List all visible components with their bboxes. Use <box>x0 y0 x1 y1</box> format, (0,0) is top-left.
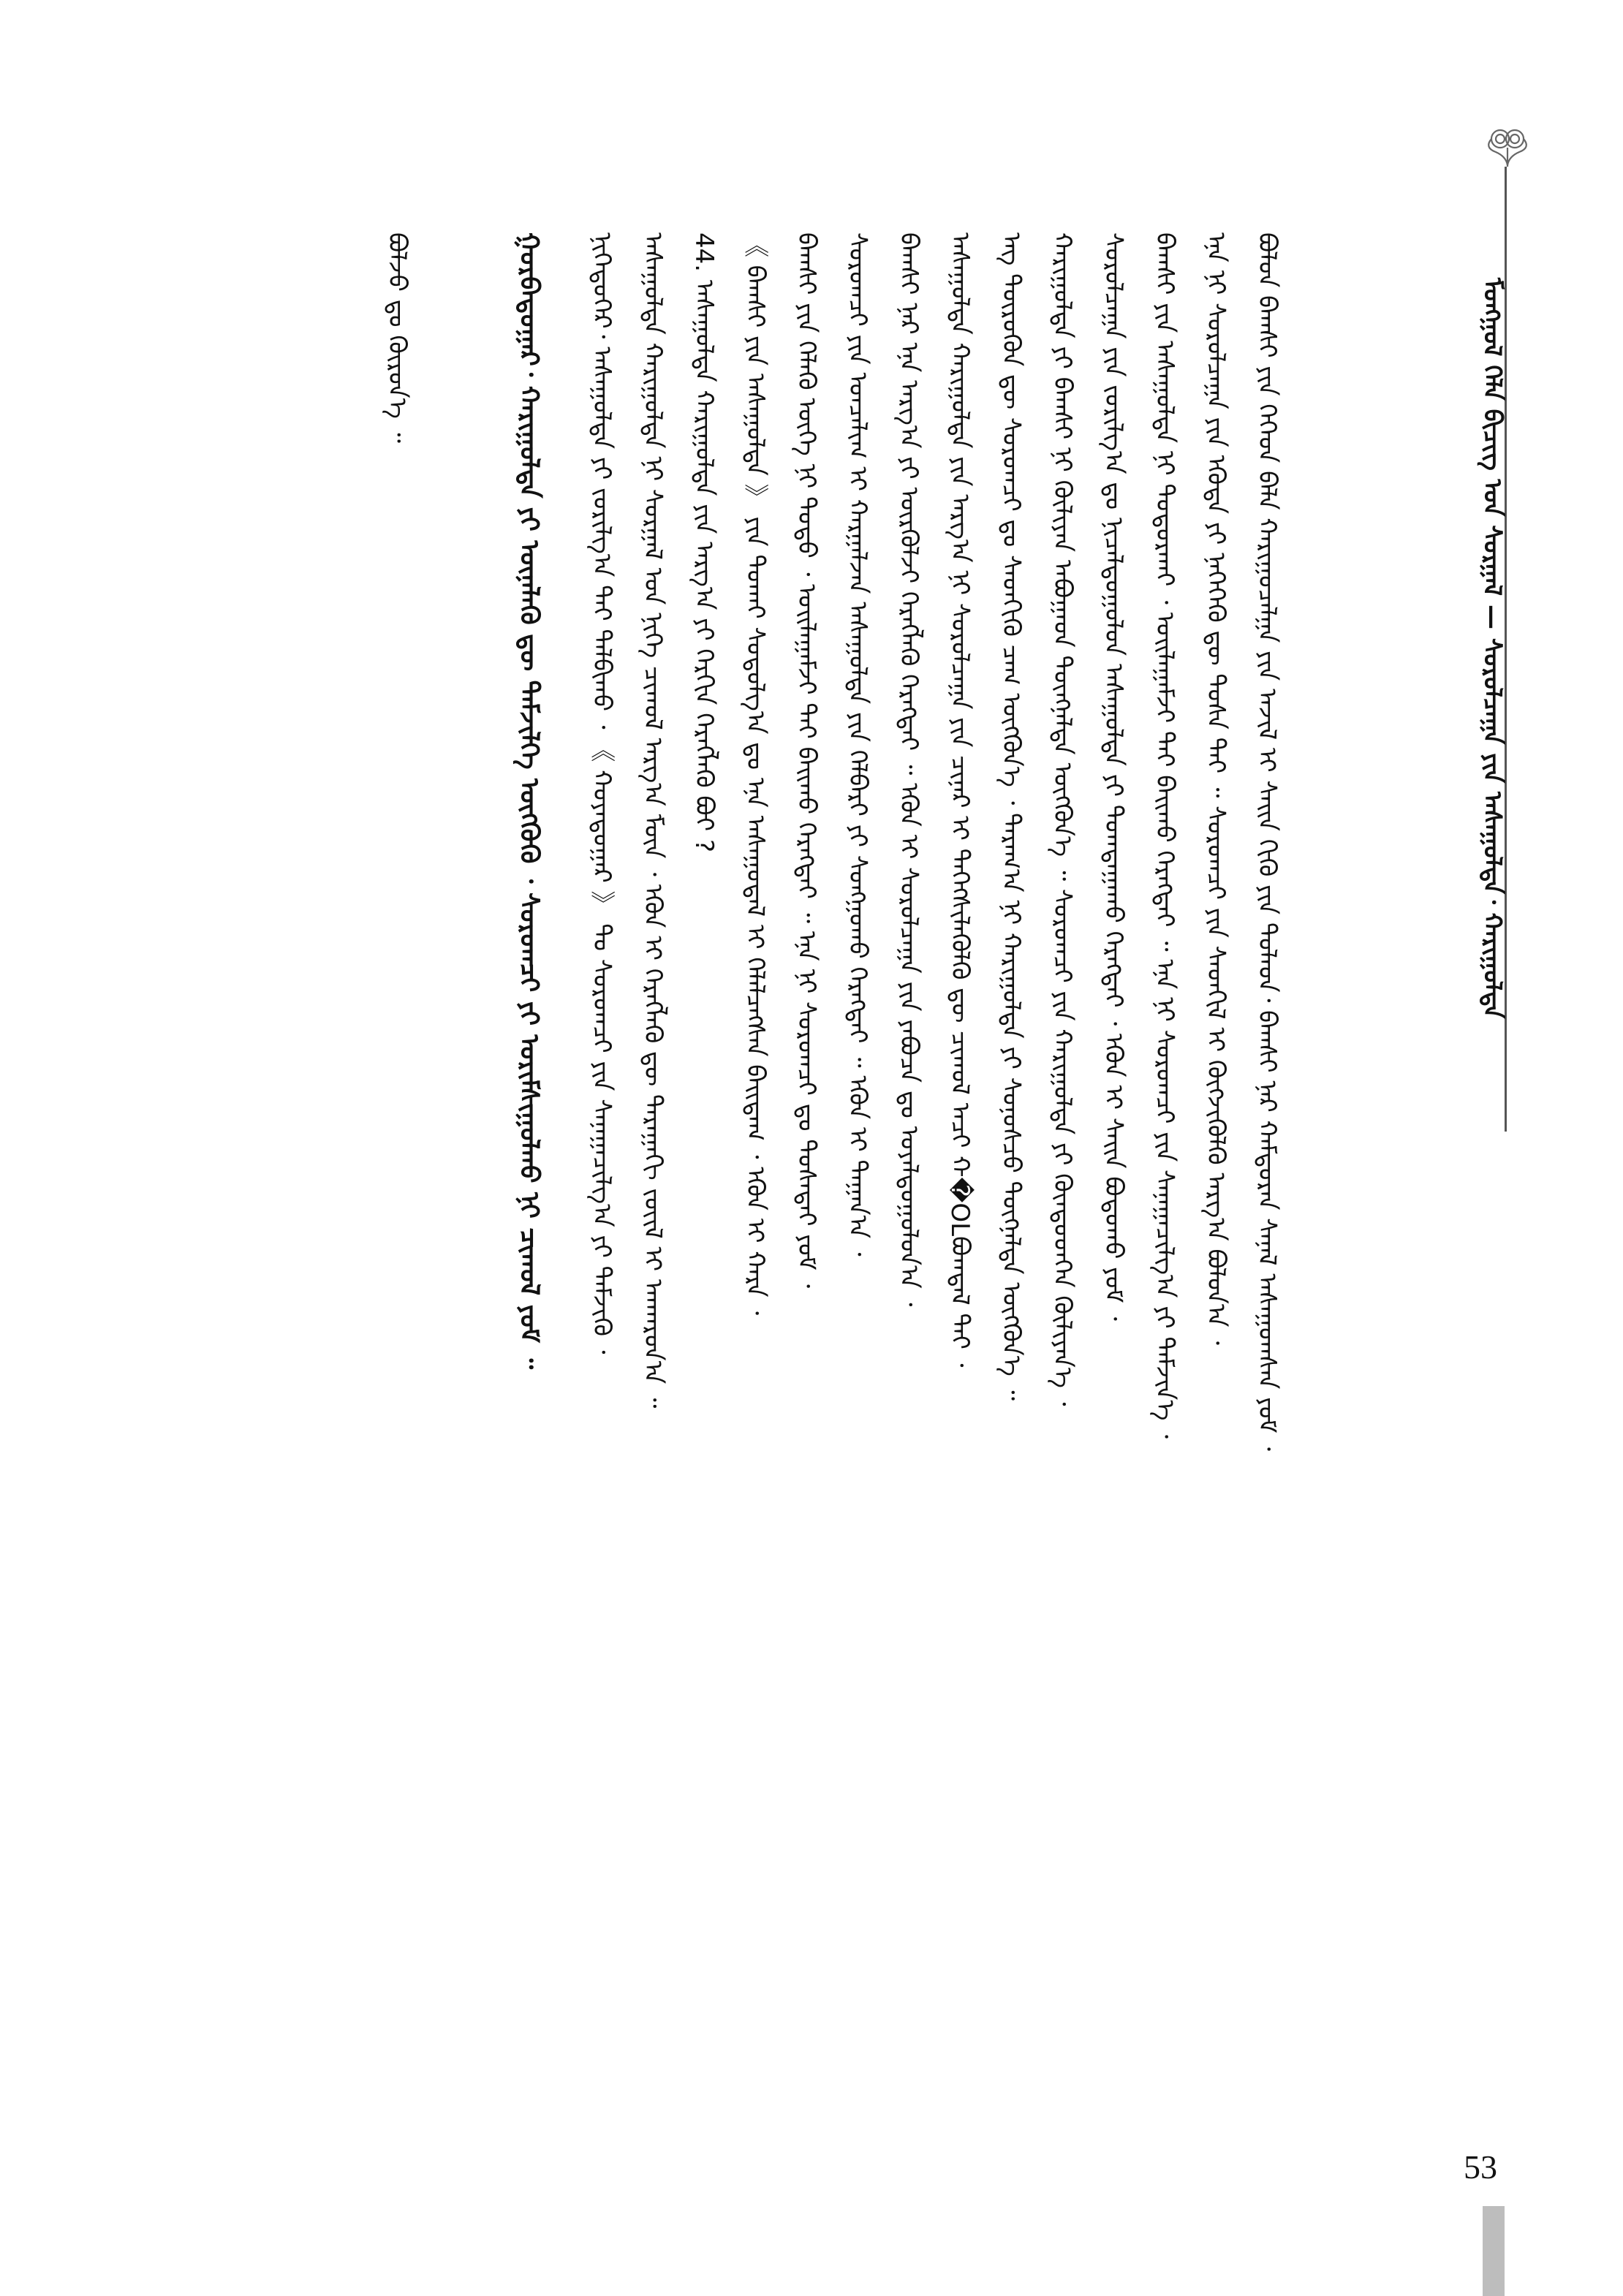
section-heading: ᠭᠤᠷᠪᠠᠳᠤᠭᠠᠷ᠂ ᠬᠠᠷᠢᠭᠤᠯᠲᠠ ᠶᠢ ᠦᠨᠡᠯᠡᠬᠦ ᠳᠦ ᠳᠡᠮᠵᠢᠯᠭᠡ ᠥᠭᠭᠦᠬᠦ ᠂ ᠰᠤᠷᠤᠭᠴᠢ ᠶᠢ ᠤᠷᠢᠮᠰᠢᠭᠤᠯᠬᠤ ᠨᠢ ᠴᠢᠬᠤᠯ ᠶᠤᠮ ᠃ <box>514 232 544 1370</box>
page-number: 53 <box>1464 2148 1497 2186</box>
text-column-13: ᠠᠰᠠᠭᠤᠯᠲᠠ ᠬᠠᠷᠢᠭᠤᠯᠲᠠ ᠨᠢ ᠰᠤᠷᠭᠠᠯ ᠤᠨ ᠨᠢᠭᠡ ᠴᠢᠬᠤᠯ ᠠᠷᠭ᠎ᠠ ᠮᠥᠨ ᠂ ᠡᠭᠦᠨ ᠢ ᠬᠡᠷᠡᠭᠯᠡᠬᠦ ᠳᠦ ᠳᠠᠷᠠᠭᠠᠬᠢ ᠵᠦᠢᠯ ᠢ ᠠᠨᠬᠠᠷᠤᠨ᠎ᠠ ᠃ <box>638 232 667 1409</box>
text-column-12: 44. ᠠᠰᠠᠭᠤᠯᠲᠠ ᠬᠠᠷᠢᠭᠤᠯᠲᠠ ᠶᠢᠨ ᠠᠷᠭ᠎ᠠ ᠶᠢ ᠬᠡᠷᠬᠢᠨ ᠬᠡᠷᠡᠭᠯᠡᠬᠦ ᠪᠤᠢ ? <box>689 232 719 852</box>
thumb-tab <box>1483 2206 1505 2296</box>
text-column-9: ᠰᠤᠷᠤᠭᠴᠢ ᠶᠢᠨ ᠣᠨᠴᠠᠯᠢᠭ ᠢ ᠬᠠᠷᠭᠠᠯᠵᠠᠨ ᠠᠰᠠᠭᠤᠯᠲᠠ ᠶᠢᠨ ᠬᠡᠯᠪᠡᠷᠢ ᠶᠢ ᠰᠣᠩᠭᠣᠬᠤ ᠬᠡᠷᠡᠭᠲᠡᠢ ᠃ ᠡᠭᠦᠨ ᠢ ᠳᠠᠭᠠᠨ᠎ᠠ ᠂ <box>843 232 872 1257</box>
text-column-1: ᠪᠣᠯᠣᠨ ᠪᠠᠭᠰᠢ ᠶᠢᠨ ᠬᠡᠭᠡᠳ ᠪᠡᠯᠡ ᠬᠠᠷᠢᠭᠤᠴᠠᠯᠭᠠ ᠶᠢᠨ ᠠᠵᠢᠯ ᠢ ᠰᠠᠢᠨ ᠬᠢᠬᠦ ᠶᠢᠨ ᠲᠤᠯᠠᠳ᠂ ᠪᠠᠭᠰᠢ ᠨᠠᠷ ᠬᠠᠮᠲᠤᠷᠠᠨ ᠰᠠᠨᠠᠯ ᠠᠰᠠᠭᠤᠭᠰᠠᠨ ᠶᠤᠮ ᠂ <box>1252 232 1282 1452</box>
text-column-14: ᠨᠢᠭᠡᠳᠦᠭᠡᠷ᠂ ᠠᠰᠠᠭᠤᠯᠲᠠ ᠶᠢ ᠵᠣᠷᠢᠯᠭ᠎ᠠ ᠲᠠᠢ ᠲᠠᠯᠪᠢᠬᠤ ᠂ 《 ᠬᠣᠶᠠᠳᠤᠭᠠᠷ 》 ᠲᠤ ᠰᠤᠷᠤᠭᠴᠢ ᠶᠢᠨ ᠰᠠᠨᠠᠭᠠᠴᠢᠯᠭ᠎ᠠ ᠶᠢ ᠳᠡᠮᠵᠢᠬᠦ ᠂ <box>587 232 616 1355</box>
text-column-11: 《 ᠪᠠᠭᠰᠢ ᠶᠢᠨ ᠠᠰᠠᠭᠤᠯᠲᠠ 》 ᠶᠢᠨ ᠲᠤᠬᠠᠢ ᠰᠤᠳᠤᠯᠭ᠎ᠠ ᠳᠤ ᠡᠨᠡ ᠠᠰᠠᠭᠤᠳᠠᠯ ᠢ ᠬᠡᠯᠡᠯᠴᠡᠭᠰᠡᠨ ᠪᠠᠢᠳᠠᠭ ᠂ ᠡᠭᠦᠨ ᠢ ᠬᠠᠷᠠ ᠂ <box>741 232 770 1316</box>
text-column-4: ᠰᠤᠷᠤᠯᠴᠠᠭᠠ ᠶᠢᠨ ᠵᠣᠷᠢᠯᠭ᠎ᠠ ᠳᠤ ᠨᠢᠴᠠᠯᠳᠤᠭᠤᠯᠤᠨ ᠠᠰᠠᠭᠤᠯᠲᠠ ᠶᠢ ᠲᠣᠭᠲᠠᠭᠠᠬᠤ ᠬᠡᠷᠡᠭᠲᠡᠢ ᠂ ᠡᠭᠦᠨ ᠢ ᠰᠠᠢᠨ ᠪᠣᠳᠣᠬᠤ ᠶᠤᠮ ᠂ <box>1099 232 1128 1321</box>
text-column-2: ᠡᠨᠡ ᠨᠢ ᠰᠤᠷᠤᠯᠴᠠᠭᠠ ᠶᠢᠨ ᠡᠭᠦᠳᠡ ᠶᠢ ᠨᠡᠭᠡᠭᠡᠬᠦ ᠳᠦ ᠳᠤᠰᠠ ᠲᠠᠢ ᠃ ᠰᠤᠷᠤᠭᠴᠢ ᠶᠢᠨ ᠰᠡᠳᠬᠢᠯ ᠢ ᠬᠦᠭᠵᠢᠭᠦᠯᠬᠦ ᠠᠷᠭ᠎ᠠ ᠪᠣᠯᠤᠨ᠎ᠠ ᠂ <box>1201 232 1230 1345</box>
text-column-5: ᠬᠠᠷᠢᠭᠤᠯᠲᠠ ᠶᠢ ᠪᠠᠭᠰᠢ ᠨᠢ ᠬᠦᠯᠢᠶᠡᠨ ᠠᠪᠤᠭᠠᠳ ᠳᠦᠩᠨᠡᠯᠲᠡ ᠥᠭᠭᠦᠨ᠎ᠡ ᠃ ᠰᠤᠷᠤᠭᠴᠢ ᠶᠢᠨ ᠬᠠᠷᠢᠭᠤᠯᠲᠠ ᠶᠢ ᠬᠦᠨᠳᠦᠳᠬᠡᠨ ᠬᠦᠯᠢᠶᠡᠨ᠎ᠡ ᠂ <box>1048 232 1077 1406</box>
text-column-7: ᠠᠰᠠᠭᠤᠯᠲᠠ ᠬᠠᠷᠢᠭᠤᠯᠲᠠ ᠶᠢᠨ ᠠᠷᠭ᠎ᠠ ᠨᠢ ᠰᠤᠷᠤᠯᠴᠠᠭᠠ ᠶᠢᠨ ᠴᠢᠨᠠᠷ ᠢ ᠳᠡᠭᠡᠭᠰᠢᠯᠡᠭᠦᠯᠬᠦ ᠳᠦ ᠴᠢᠬᠤᠯ ᠠᠴᠢ ᠬ�OLᠪᠣᠭᠳᠠᠯ ᠲᠠᠢ ᠂ <box>945 232 975 1368</box>
text-column-6: ᠡᠩ ᠲᠦᠷᠦᠭᠦᠨ ᠳᠦ ᠰᠤᠷᠤᠭᠴᠢ ᠳᠤ ᠰᠡᠳᠬᠢᠬᠦ ᠴᠠᠭ ᠥᠭᠭᠦᠨ᠎ᠡ ᠂ ᠳᠠᠷᠠᠭ᠎ᠠ ᠨᠢ ᠬᠠᠷᠢᠭᠤᠯᠲᠠ ᠶᠢ ᠰᠣᠨᠣᠰᠴᠤ ᠳᠦᠭᠨᠡᠯᠲᠡ ᠥᠭᠭᠦᠨ᠎ᠡ ᠃ <box>996 232 1026 1401</box>
text-column-10: ᠪᠠᠭᠰᠢ ᠶᠢᠨ ᠬᠡᠯᠡᠬᠦ ᠦᠭᠡ ᠨᠢ ᠲᠣᠳᠣ ᠂ ᠣᠢᠯᠠᠭᠠᠮᠵᠢ ᠲᠠᠢ ᠪᠠᠢᠬᠤ ᠬᠡᠷᠡᠭᠲᠡᠢ ᠃ ᠡᠨᠡ ᠨᠢ ᠰᠤᠷᠤᠭᠴᠢ ᠳᠤ ᠳᠤᠰᠠᠲᠠᠢ ᠶᠤᠮ ᠂ <box>792 232 821 1289</box>
text-column-3: ᠪᠠᠭᠰᠢ ᠶᠢᠨ ᠠᠰᠠᠭᠤᠯᠲᠠ ᠨᠢ ᠲᠣᠳᠣᠷᠬᠠᠢ ᠂ ᠣᠢᠯᠠᠭᠠᠮᠵᠢ ᠲᠠᠢ ᠪᠠᠢᠬᠤ ᠬᠡᠷᠡᠭᠲᠡᠢ ᠃ ᠡᠨᠡ ᠨᠢ ᠰᠤᠷᠤᠭᠴᠢ ᠶᠢᠨ ᠰᠠᠨᠠᠭᠠᠴᠢᠯᠭ᠎ᠠ ᠶᠢ ᠳᠡᠮᠵᠢᠨ᠎ᠡ ᠂ <box>1150 232 1179 1439</box>
running-header: ᠮᠣᠩᠭᠣᠯ ᠬᠡᠯᠡ ᠪᠢᠴᠢᠭ ᠤᠨ ᠰᠤᠷᠭᠠᠯ — ᠰᠤᠷᠤᠯᠴᠠᠭᠠ ᠶᠢᠨ ᠠᠰᠠᠭᠤᠯᠲᠠ᠂ ᠬᠠᠷᠢᠭᠤᠯᠲᠠ <box>1478 278 1507 1019</box>
text-column-8: ᠪᠠᠭᠰᠢ ᠨᠠᠷ ᠡᠨᠡ ᠠᠷᠭ᠎ᠠ ᠶᠢ ᠦᠷᠭᠦᠯᠵᠢ ᠬᠡᠷᠡᠭᠯᠡᠬᠦ ᠬᠡᠷᠡᠭᠲᠡᠢ ᠃ ᠡᠭᠦᠨ ᠢ ᠰᠤᠷᠤᠯᠴᠠᠭᠠ ᠶᠢᠨ ᠶᠠᠪᠤᠴᠠ ᠳᠤ ᠤᠶᠠᠯᠳᠤᠭᠤᠯᠤᠨ᠎ᠠ ᠂ <box>894 232 923 1307</box>
text-column-16: ᠪᠣᠯᠵᠤ ᠳᠤ ᠬᠦᠷᠦᠨ᠎ᠡ ᠃ <box>382 232 412 444</box>
header-ornament-icon <box>1469 123 1550 167</box>
